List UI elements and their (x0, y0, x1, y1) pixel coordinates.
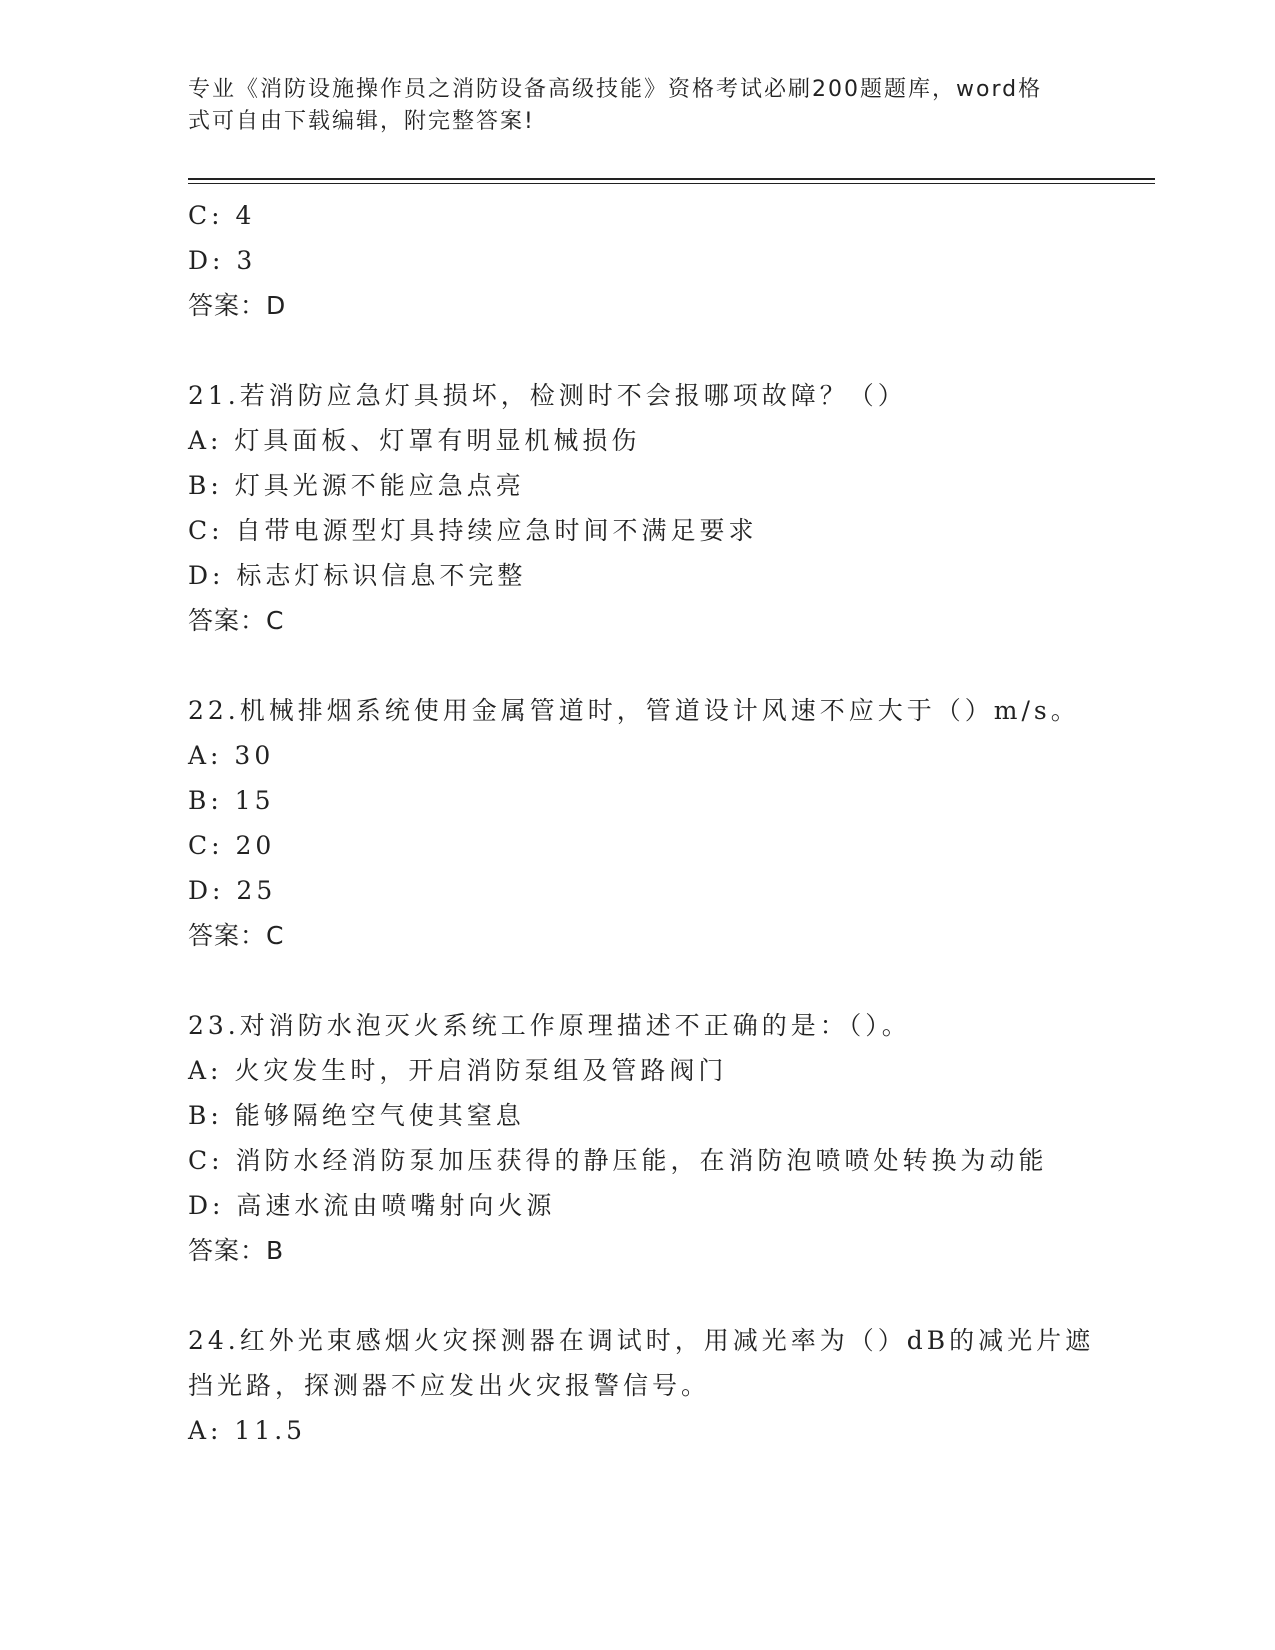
header-line-1: 专业《消防设施操作员之消防设备高级技能》资格考试必刷200题题库，word格 (188, 77, 1043, 102)
option-d: D: 高速水流由喷嘴射向火源 (188, 1191, 556, 1220)
option-a: A: 30 (188, 741, 275, 770)
option-d: D: 3 (188, 246, 257, 275)
option-c: C: 消防水经消防泵加压获得的静压能，在消防泡喷喷处转换为动能 (188, 1146, 1048, 1175)
option-d: D: 标志灯标识信息不完整 (188, 561, 527, 590)
option-d: D: 25 (188, 876, 277, 905)
answer-line: 答案：B (188, 1236, 285, 1265)
question-stem: 22.机械排烟系统使用金属管道时，管道设计风速不应大于（）m/s。 (188, 696, 1080, 725)
header-line-2: 式可自由下载编辑，附完整答案! (188, 109, 535, 134)
question-21 (188, 373, 1148, 643)
question-stem: 21.若消防应急灯具损坏，检测时不会报哪项故障？（） (188, 381, 907, 410)
option-c: C: 4 (188, 201, 256, 230)
answer-line: 答案：D (188, 291, 287, 320)
header-divider-thick (188, 178, 1155, 180)
option-c: C: 自带电源型灯具持续应急时间不满足要求 (188, 516, 758, 545)
option-a: A: 灯具面板、灯罩有明显机械损伤 (188, 426, 641, 455)
header-divider-thin (188, 183, 1155, 184)
previous-question-tail (188, 193, 1148, 328)
answer-line: 答案：C (188, 606, 285, 635)
question-stem-line-2: 挡光路，探测器不应发出火灾报警信号。 (188, 1371, 711, 1400)
answer-line: 答案：C (188, 921, 285, 950)
option-b: B: 15 (188, 786, 275, 815)
option-b: B: 能够隔绝空气使其窒息 (188, 1101, 525, 1130)
question-23 (188, 1003, 1148, 1273)
question-24 (188, 1318, 1148, 1453)
question-stem: 23.对消防水泡灭火系统工作原理描述不正确的是：（）。 (188, 1011, 911, 1040)
question-stem-line-1: 24.红外光束感烟火灾探测器在调试时，用减光率为（）dB的减光片遮 (188, 1326, 1095, 1355)
option-a: A: 11.5 (188, 1416, 307, 1445)
question-22 (188, 688, 1148, 958)
option-c: C: 20 (188, 831, 276, 860)
question-list (188, 193, 1148, 1453)
option-a: A: 火灾发生时，开启消防泵组及管路阀门 (188, 1056, 728, 1085)
option-b: B: 灯具光源不能应急点亮 (188, 471, 525, 500)
document-header (188, 74, 1088, 138)
